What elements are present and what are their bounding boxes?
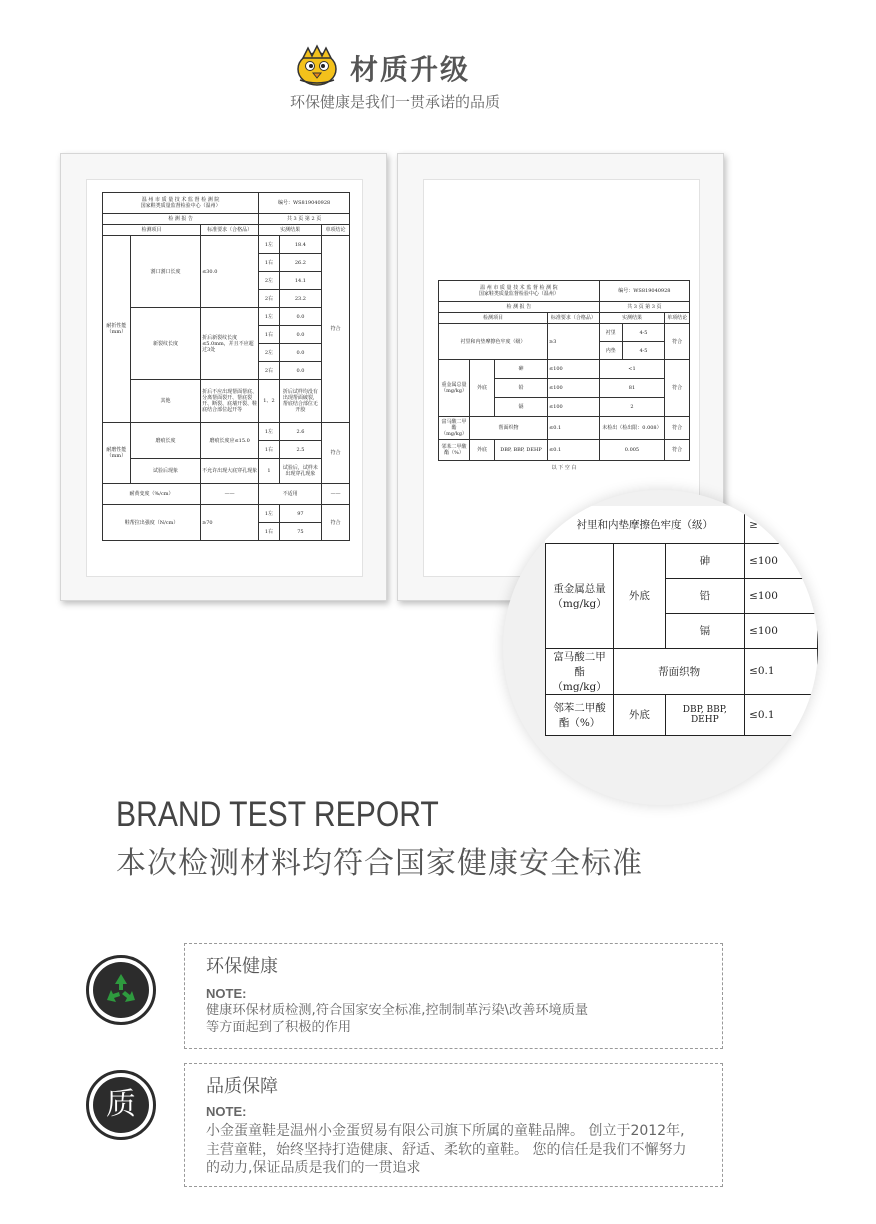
item-req: —— [201, 484, 259, 505]
sample-value: 折后试样均没有出现帮面破裂，帮底结合部位无开胶 [279, 380, 321, 423]
report-end-note: 以 下 空 白 [551, 465, 577, 471]
item-label: 试验后现象 [130, 459, 200, 484]
sample-value: 18.4 [279, 236, 321, 254]
item-label: 重金属总量（mg/kg） [439, 360, 470, 417]
item-req: 磨痕长度应≤15.0 [201, 423, 259, 459]
zoom-limit: ≤100 [745, 613, 818, 648]
zoom-limit: ≤100 [745, 578, 818, 613]
sample-value: 4-5 [622, 324, 664, 342]
zoom-lining-req: ≥ [745, 507, 818, 544]
sample-value: 23.2 [279, 290, 321, 308]
report-page-2 [102, 192, 350, 541]
sample-value: 0.0 [279, 362, 321, 380]
quality-icon-glyph: 质 [106, 1087, 136, 1122]
zoom-outsole-label: 外底 [614, 543, 665, 648]
feature-title: 环保健康 [206, 956, 278, 977]
report-org: 温 州 市 质 量 技 术 监 督 检 测 院 [480, 285, 558, 291]
sample-id: 1 [259, 459, 280, 484]
col-header: 标准要求（合格品） [548, 313, 600, 324]
feature-body-line: 主营童鞋，始终坚持打造健康、舒适、柔软的童鞋。 您的信任是我们不懈努力 [206, 1141, 687, 1158]
report-number: 编号：WS819040928 [599, 281, 689, 302]
item-req: ≥3 [548, 324, 600, 360]
zoom-fumarate-req: ≤0.1 [745, 648, 818, 694]
conclusion: 符合 [665, 440, 690, 461]
zoom-fumarate-part: 帮面织物 [614, 648, 745, 694]
report-table-page-2 [102, 192, 350, 541]
feature-body-line: 小金蛋童鞋是温州小金蛋贸易有限公司旗下所属的童鞋品牌。 创立于2012年, [206, 1123, 685, 1139]
zoom-phthalate-label: 邻苯二甲酸酯（%） [546, 694, 614, 735]
item-req: ≤100 [548, 360, 600, 379]
col-header: 单项结论 [665, 313, 690, 324]
feature-title: 品质保障 [206, 1076, 278, 1097]
zoom-limit: ≤100 [745, 543, 818, 578]
quality-icon [86, 1070, 156, 1140]
section-title: 材质升级 [350, 53, 471, 86]
conclusion: 符合 [665, 417, 690, 440]
report-frame-left [60, 153, 387, 601]
zoom-phthalate-sub: DBP, BBP, DEHP [665, 694, 745, 735]
feature-box-eco [184, 943, 723, 1049]
sample-id: 1左 [259, 423, 280, 441]
item-label: 耐黄变度（%/cm） [103, 484, 201, 505]
sample-value: 97 [279, 505, 321, 523]
zoom-element-label: 镉 [665, 613, 745, 648]
item-label: 其他 [130, 380, 200, 423]
item-label: 衬里和内垫摩擦色牢度（级） [439, 324, 548, 360]
sample-id: 1右 [259, 523, 280, 541]
element-label: 镉 [495, 398, 548, 417]
sample-value: 2.6 [279, 423, 321, 441]
feature-body-line: 等方面起到了积极的作用 [206, 1020, 352, 1035]
item-part: 外底 [470, 440, 495, 461]
item-label: 割口割口长度 [130, 236, 200, 308]
feature-note-label: NOTE: [206, 1104, 247, 1119]
feature-body-line: 健康环保材质检测,符合国家安全标准,控制制革污染\改善环境质量 [206, 1003, 589, 1018]
sample-id: 衬里 [599, 324, 622, 342]
sample-value: 75 [279, 523, 321, 541]
sample-value: 未检出（检出限：0.008） [599, 417, 664, 440]
group-label: 耐磨性能（mm） [103, 423, 131, 484]
report-number: 编号：WS819040928 [259, 193, 350, 214]
chick-logo-icon [294, 42, 340, 88]
sample-id: 2左 [259, 344, 280, 362]
conclusion: —— [322, 484, 350, 505]
sample-value: 0.0 [279, 308, 321, 326]
sample-value: 2 [599, 398, 664, 417]
col-header: 检测项目 [439, 313, 548, 324]
recycle-icon [86, 955, 156, 1025]
item-sub: DBP, BBP, DEHP [495, 440, 548, 461]
zoom-heavy-label: 重金属总量（mg/kg） [546, 543, 614, 648]
brand-title-cn: 本次检测材料均符合国家健康安全标准 [116, 846, 643, 881]
sample-value: 81 [599, 379, 664, 398]
element-label: 砷 [495, 360, 548, 379]
report-org: 温 州 市 质 量 技 术 监 督 检 测 院 [141, 197, 220, 203]
col-header: 标准要求（合格品） [201, 225, 259, 236]
sample-id: 2右 [259, 290, 280, 308]
sample-id: 1左 [259, 308, 280, 326]
brand-title-en: BRAND TEST REPORT [116, 795, 439, 834]
item-label: 邻苯二甲酸酯（%） [439, 440, 470, 461]
item-part: 外底 [470, 360, 495, 417]
report-page-3 [438, 280, 690, 471]
sample-id: 1左 [259, 236, 280, 254]
item-req: ≤30.0 [201, 236, 259, 308]
item-req: ≤0.1 [548, 417, 600, 440]
item-req: 折后新裂纹长度≤5.0mm，并且不应超过3处 [201, 308, 259, 380]
item-req: ≤100 [548, 379, 600, 398]
sample-value: 4-5 [622, 342, 664, 360]
sample-value: 2.5 [279, 441, 321, 459]
col-header: 实测结果 [599, 313, 664, 324]
zoomed-table [545, 506, 818, 736]
report-org2: 国家鞋类质量监督检验中心（温州） [478, 291, 559, 297]
magnifier-zoom [503, 490, 818, 805]
sample-value: 26.2 [279, 254, 321, 272]
sample-id: 1右 [259, 254, 280, 272]
feature-body [206, 1122, 686, 1178]
conclusion: 符合 [665, 360, 690, 417]
sample-id: 1右 [259, 326, 280, 344]
item-req: 不允许出现大底穿孔现象 [201, 459, 259, 484]
item-label: 磨痕长度 [130, 423, 200, 459]
sample-id: 1、2 [259, 380, 280, 423]
conclusion: 符合 [322, 505, 350, 541]
item-label: 新裂纹长度 [130, 308, 200, 380]
sample-id: 1右 [259, 441, 280, 459]
col-header: 检测项目 [103, 225, 201, 236]
feature-body-line: 的动力,保证品质是我们的一贯追求 [206, 1160, 421, 1176]
col-header: 单项结论 [322, 225, 350, 236]
item-part: 帮面织物 [470, 417, 548, 440]
item-req: ≤0.1 [548, 440, 600, 461]
sample-id: 2右 [259, 362, 280, 380]
report-org2: 国家鞋类质量监督检验中心（温州） [140, 203, 221, 209]
group-label: 耐折性能（mm） [103, 236, 131, 423]
report-title: 检 测 报 告 [439, 302, 600, 313]
sample-id: 内垫 [599, 342, 622, 360]
feature-note-label: NOTE: [206, 986, 247, 1001]
sample-value: 0.005 [599, 440, 664, 461]
sample-value: 14.1 [279, 272, 321, 290]
feature-body [206, 1002, 588, 1036]
zoom-phthalate-req: ≤0.1 [745, 694, 818, 735]
sample-value: 0.0 [279, 326, 321, 344]
sample-value: 0.0 [279, 344, 321, 362]
sample-value: <1 [599, 360, 664, 379]
item-req: ≤100 [548, 398, 600, 417]
section-subtitle: 环保健康是我们一贯承诺的品质 [289, 93, 500, 111]
zoom-element-label: 铅 [665, 578, 745, 613]
conclusion: 符合 [322, 423, 350, 484]
report-page: 共 3 页 第 2 页 [259, 214, 350, 225]
sample-value: 试验后，试样未出现穿孔现象 [279, 459, 321, 484]
zoom-lining-label: 衬里和内垫摩擦色牢度（级） [546, 507, 745, 544]
sample-id: 2左 [259, 272, 280, 290]
report-table-page-3 [438, 280, 690, 461]
sample-id: 1左 [259, 505, 280, 523]
item-label: 富马酸二甲酯（mg/kg） [439, 417, 470, 440]
item-req: ≥70 [201, 505, 259, 541]
element-label: 铅 [495, 379, 548, 398]
zoom-element-label: 砷 [665, 543, 745, 578]
conclusion: 符合 [322, 236, 350, 423]
zoom-phthalate-part: 外底 [614, 694, 665, 735]
report-page: 共 3 页 第 3 页 [599, 302, 689, 313]
report-title: 检 测 报 告 [103, 214, 259, 225]
conclusion: 符合 [665, 324, 690, 360]
item-label: 鞋帮拉出强度（N/cm） [103, 505, 201, 541]
feature-box-quality [184, 1063, 723, 1187]
col-header: 实测结果 [259, 225, 322, 236]
sample-value: 不适用 [259, 484, 322, 505]
item-req: 折后不应出现帮面帮底、分离帮面裂开、帮底裂开、断裂、底墙开裂、鞋底结合部位起开等 [201, 380, 259, 423]
zoom-fumarate-label: 富马酸二甲酯（mg/kg） [546, 648, 614, 694]
